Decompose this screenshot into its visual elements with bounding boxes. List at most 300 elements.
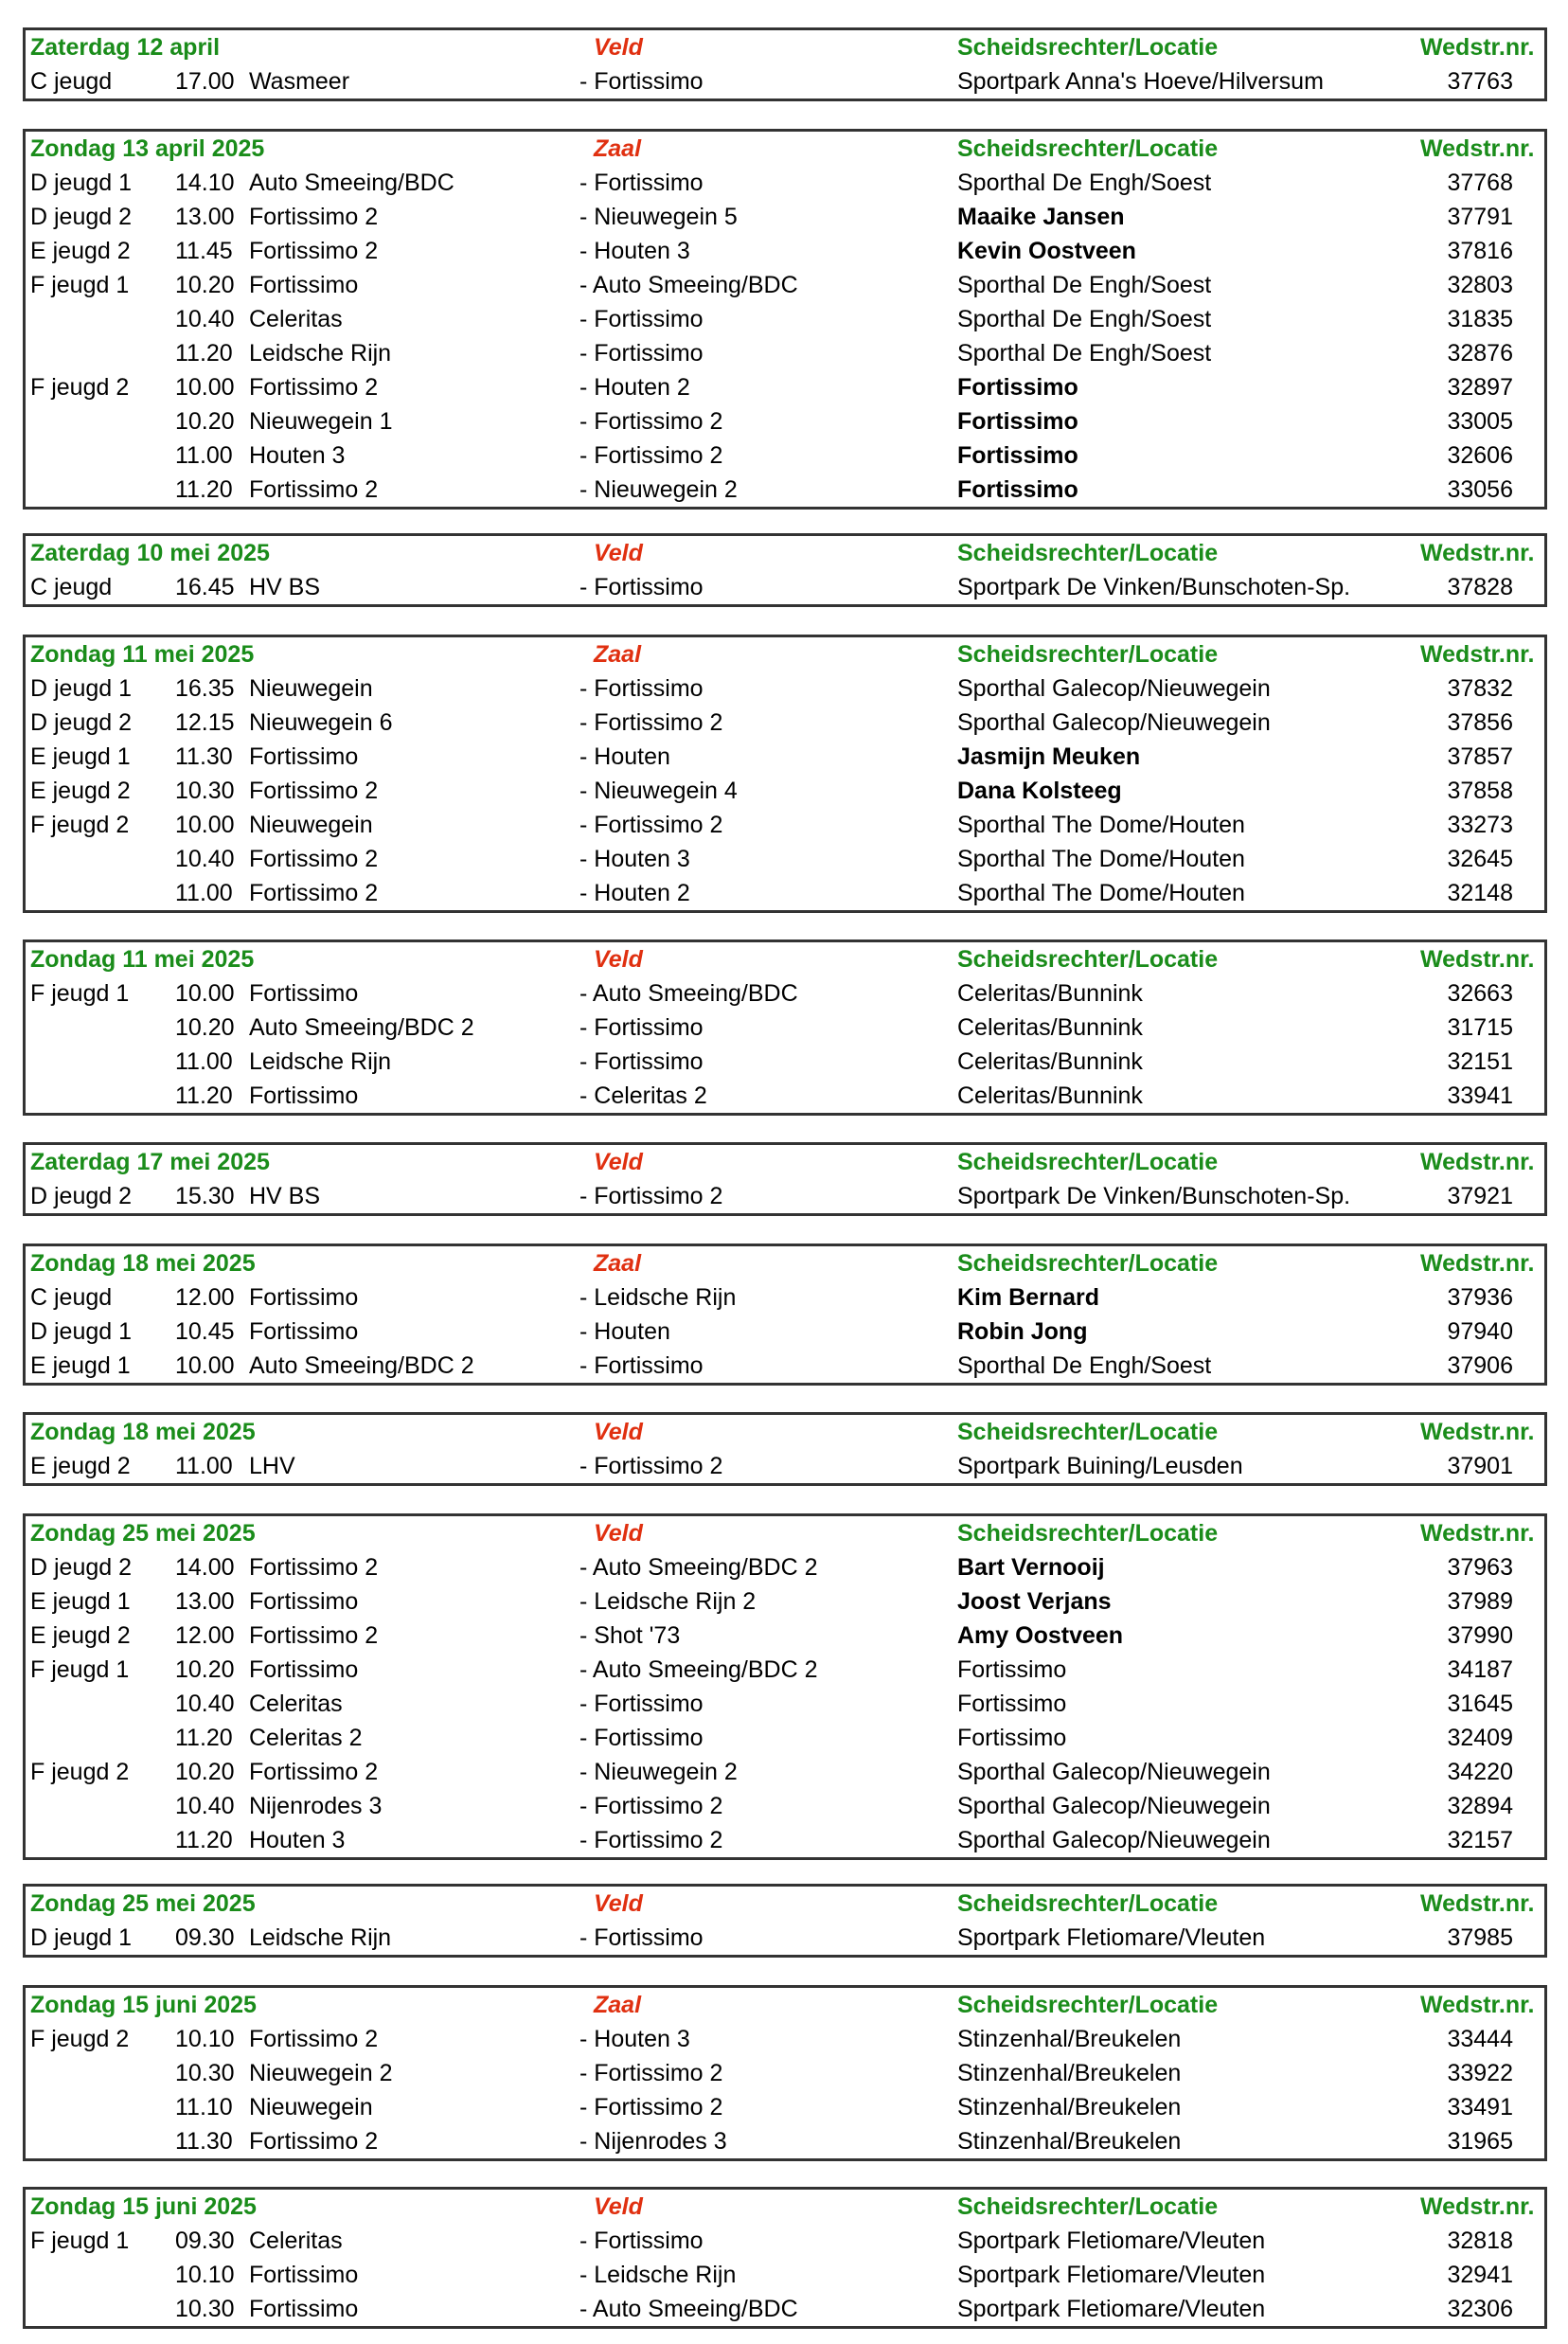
home-team: Wasmeer bbox=[249, 68, 350, 95]
away-team: - Auto Smeeing/BDC bbox=[579, 2296, 798, 2322]
match-time: 09.30 bbox=[175, 1924, 235, 1951]
block-header bbox=[26, 1516, 1544, 1550]
referee-header: Scheidsrechter/Locatie bbox=[957, 1992, 1219, 2018]
away-team: - Fortissimo bbox=[579, 1924, 704, 1951]
match-nr-header: Wedstr.nr. bbox=[1420, 1890, 1535, 1917]
match-row bbox=[26, 473, 1544, 507]
block-type: Veld bbox=[594, 1149, 643, 1175]
away-team: - Fortissimo 2 bbox=[579, 1793, 723, 1819]
away-team: - Fortissimo 2 bbox=[579, 1453, 723, 1479]
match-number: 37816 bbox=[1447, 238, 1513, 264]
referee-location: Fortissimo bbox=[957, 1656, 1067, 1683]
team-label: F jeugd 1 bbox=[30, 980, 130, 1007]
home-team: Celeritas 2 bbox=[249, 1725, 363, 1751]
away-team: - Fortissimo 2 bbox=[579, 408, 723, 435]
referee-location: Kevin Oostveen bbox=[957, 238, 1136, 264]
referee-location: Celeritas/Bunnink bbox=[957, 1048, 1143, 1075]
home-team: Fortissimo bbox=[249, 980, 359, 1007]
match-time: 10.30 bbox=[175, 778, 235, 804]
match-nr-header: Wedstr.nr. bbox=[1420, 2193, 1535, 2220]
away-team: - Auto Smeeing/BDC bbox=[579, 272, 798, 298]
away-team: - Fortissimo 2 bbox=[579, 2094, 723, 2120]
away-team: - Leidsche Rijn bbox=[579, 1284, 737, 1311]
away-team: - Fortissimo bbox=[579, 574, 704, 600]
away-team: - Leidsche Rijn 2 bbox=[579, 1588, 757, 1615]
block-type: Veld bbox=[594, 2193, 643, 2220]
schedule-block bbox=[23, 1884, 1547, 1958]
match-time: 14.00 bbox=[175, 1554, 235, 1581]
home-team: Auto Smeeing/BDC 2 bbox=[249, 1014, 474, 1041]
referee-location: Sportpark Fletiomare/Vleuten bbox=[957, 2296, 1266, 2322]
away-team: - Auto Smeeing/BDC 2 bbox=[579, 1656, 818, 1683]
match-time: 16.35 bbox=[175, 675, 235, 702]
team-label: F jeugd 2 bbox=[30, 2026, 130, 2052]
match-row bbox=[26, 570, 1544, 604]
referee-header: Scheidsrechter/Locatie bbox=[957, 1419, 1219, 1445]
match-row bbox=[26, 1011, 1544, 1045]
home-team: Fortissimo bbox=[249, 1318, 359, 1345]
home-team: Fortissimo bbox=[249, 743, 359, 770]
match-row bbox=[26, 64, 1544, 98]
away-team: - Fortissimo bbox=[579, 1014, 704, 1041]
away-team: - Shot '73 bbox=[579, 1622, 681, 1649]
match-number: 31715 bbox=[1447, 1014, 1513, 1041]
match-number: 37856 bbox=[1447, 709, 1513, 736]
match-number: 33273 bbox=[1447, 812, 1513, 838]
referee-location: Sporthal De Engh/Soest bbox=[957, 306, 1212, 332]
home-team: Fortissimo bbox=[249, 1083, 359, 1109]
referee-location: Fortissimo bbox=[957, 476, 1078, 503]
schedule-block bbox=[23, 27, 1547, 101]
match-row bbox=[26, 876, 1544, 910]
block-type: Veld bbox=[594, 1520, 643, 1547]
schedule-block bbox=[23, 1244, 1547, 1386]
block-date: Zondag 15 juni 2025 bbox=[30, 1992, 257, 2018]
away-team: - Fortissimo 2 bbox=[579, 1183, 723, 1209]
block-type: Veld bbox=[594, 946, 643, 973]
match-row bbox=[26, 2224, 1544, 2258]
match-time: 17.00 bbox=[175, 68, 235, 95]
match-time: 11.00 bbox=[175, 880, 233, 906]
team-label: E jeugd 2 bbox=[30, 778, 131, 804]
schedule-block bbox=[23, 129, 1547, 510]
team-label: E jeugd 2 bbox=[30, 238, 131, 264]
match-number: 32663 bbox=[1447, 980, 1513, 1007]
match-number: 37791 bbox=[1447, 204, 1513, 230]
block-type: Veld bbox=[594, 1419, 643, 1445]
schedule-block bbox=[23, 1142, 1547, 1216]
home-team: Fortissimo bbox=[249, 272, 359, 298]
match-row bbox=[26, 2258, 1544, 2292]
match-row bbox=[26, 671, 1544, 706]
referee-header: Scheidsrechter/Locatie bbox=[957, 1890, 1219, 1917]
schedule-block bbox=[23, 1985, 1547, 2161]
referee-header: Scheidsrechter/Locatie bbox=[957, 2193, 1219, 2220]
match-row bbox=[26, 1349, 1544, 1383]
match-row bbox=[26, 1619, 1544, 1653]
referee-location: Fortissimo bbox=[957, 442, 1078, 469]
match-row bbox=[26, 1823, 1544, 1857]
home-team: Fortissimo 2 bbox=[249, 2026, 379, 2052]
referee-location: Fortissimo bbox=[957, 1691, 1067, 1717]
team-label: D jeugd 1 bbox=[30, 1318, 133, 1345]
referee-header: Scheidsrechter/Locatie bbox=[957, 34, 1219, 61]
match-number: 33056 bbox=[1447, 476, 1513, 503]
match-number: 37763 bbox=[1447, 68, 1513, 95]
away-team: - Auto Smeeing/BDC bbox=[579, 980, 798, 1007]
home-team: Auto Smeeing/BDC bbox=[249, 170, 454, 196]
referee-header: Scheidsrechter/Locatie bbox=[957, 1520, 1219, 1547]
match-nr-header: Wedstr.nr. bbox=[1420, 135, 1535, 162]
match-time: 11.20 bbox=[175, 1725, 233, 1751]
match-number: 37858 bbox=[1447, 778, 1513, 804]
team-label: C jeugd bbox=[30, 574, 113, 600]
home-team: Nijenrodes 3 bbox=[249, 1793, 383, 1819]
match-number: 32151 bbox=[1447, 1048, 1513, 1075]
referee-location: Sporthal Galecop/Nieuwegein bbox=[957, 1793, 1271, 1819]
home-team: Leidsche Rijn bbox=[249, 1924, 392, 1951]
block-date: Zaterdag 10 mei 2025 bbox=[30, 540, 270, 566]
match-time: 10.40 bbox=[175, 1691, 235, 1717]
referee-location: Sporthal De Engh/Soest bbox=[957, 340, 1212, 367]
match-time: 13.00 bbox=[175, 1588, 235, 1615]
block-header bbox=[26, 1887, 1544, 1921]
match-row bbox=[26, 1584, 1544, 1619]
home-team: HV BS bbox=[249, 1183, 321, 1209]
team-label: F jeugd 1 bbox=[30, 1656, 130, 1683]
block-header bbox=[26, 637, 1544, 671]
match-number: 37832 bbox=[1447, 675, 1513, 702]
match-number: 31645 bbox=[1447, 1691, 1513, 1717]
match-row bbox=[26, 268, 1544, 302]
home-team: Celeritas bbox=[249, 2228, 343, 2254]
match-time: 10.20 bbox=[175, 408, 235, 435]
block-type: Zaal bbox=[594, 641, 642, 668]
block-header bbox=[26, 942, 1544, 976]
match-row bbox=[26, 370, 1544, 404]
away-team: - Houten 3 bbox=[579, 2026, 690, 2052]
block-type: Zaal bbox=[594, 1992, 642, 2018]
match-row bbox=[26, 2090, 1544, 2124]
match-time: 11.20 bbox=[175, 1827, 233, 1853]
home-team: Leidsche Rijn bbox=[249, 1048, 392, 1075]
home-team: Celeritas bbox=[249, 1691, 343, 1717]
match-number: 32148 bbox=[1447, 880, 1513, 906]
block-header bbox=[26, 30, 1544, 64]
schedule-block bbox=[23, 533, 1547, 607]
referee-header: Scheidsrechter/Locatie bbox=[957, 641, 1219, 668]
team-label: F jeugd 2 bbox=[30, 374, 130, 401]
match-row bbox=[26, 2022, 1544, 2056]
home-team: Fortissimo 2 bbox=[249, 1759, 379, 1785]
referee-location: Sportpark Buining/Leusden bbox=[957, 1453, 1243, 1479]
referee-location: Stinzenhal/Breukelen bbox=[957, 2094, 1182, 2120]
block-type: Zaal bbox=[594, 1250, 642, 1277]
match-number: 32409 bbox=[1447, 1725, 1513, 1751]
match-time: 10.45 bbox=[175, 1318, 235, 1345]
match-time: 11.10 bbox=[175, 2094, 233, 2120]
match-number: 32803 bbox=[1447, 272, 1513, 298]
match-time: 10.00 bbox=[175, 1352, 235, 1379]
block-date: Zaterdag 12 april bbox=[30, 34, 221, 61]
home-team: Nieuwegein bbox=[249, 675, 373, 702]
match-time: 11.45 bbox=[175, 238, 233, 264]
referee-location: Sportpark De Vinken/Bunschoten-Sp. bbox=[957, 1183, 1351, 1209]
match-row bbox=[26, 1921, 1544, 1955]
match-time: 10.00 bbox=[175, 812, 235, 838]
team-label: D jeugd 1 bbox=[30, 1924, 133, 1951]
team-label: E jeugd 2 bbox=[30, 1622, 131, 1649]
home-team: HV BS bbox=[249, 574, 321, 600]
schedule-block bbox=[23, 635, 1547, 913]
match-row bbox=[26, 808, 1544, 842]
match-row bbox=[26, 740, 1544, 774]
referee-location: Sporthal Galecop/Nieuwegein bbox=[957, 709, 1271, 736]
match-number: 37906 bbox=[1447, 1352, 1513, 1379]
away-team: - Houten 2 bbox=[579, 374, 690, 401]
match-row bbox=[26, 976, 1544, 1011]
match-nr-header: Wedstr.nr. bbox=[1420, 1419, 1535, 1445]
block-header bbox=[26, 2190, 1544, 2224]
match-row bbox=[26, 302, 1544, 336]
match-time: 11.20 bbox=[175, 1083, 233, 1109]
team-label: D jeugd 1 bbox=[30, 170, 133, 196]
match-time: 13.00 bbox=[175, 204, 235, 230]
match-time: 10.20 bbox=[175, 1656, 235, 1683]
referee-location: Kim Bernard bbox=[957, 1284, 1100, 1311]
block-type: Veld bbox=[594, 1890, 643, 1917]
match-row bbox=[26, 438, 1544, 473]
match-row bbox=[26, 1179, 1544, 1213]
team-label: D jeugd 2 bbox=[30, 204, 133, 230]
home-team: Fortissimo 2 bbox=[249, 880, 379, 906]
match-time: 10.40 bbox=[175, 306, 235, 332]
block-header bbox=[26, 536, 1544, 570]
match-row bbox=[26, 1079, 1544, 1113]
away-team: - Fortissimo bbox=[579, 306, 704, 332]
match-row bbox=[26, 706, 1544, 740]
schedule-block bbox=[23, 1513, 1547, 1860]
referee-location: Bart Vernooij bbox=[957, 1554, 1105, 1581]
team-label: F jeugd 1 bbox=[30, 272, 130, 298]
block-date: Zondag 25 mei 2025 bbox=[30, 1520, 256, 1547]
block-header bbox=[26, 1415, 1544, 1449]
home-team: Fortissimo 2 bbox=[249, 374, 379, 401]
match-number: 32306 bbox=[1447, 2296, 1513, 2322]
home-team: Fortissimo 2 bbox=[249, 1622, 379, 1649]
match-row bbox=[26, 774, 1544, 808]
block-date: Zondag 11 mei 2025 bbox=[30, 641, 255, 668]
referee-header: Scheidsrechter/Locatie bbox=[957, 540, 1219, 566]
match-row bbox=[26, 166, 1544, 200]
home-team: Fortissimo 2 bbox=[249, 476, 379, 503]
match-number: 32897 bbox=[1447, 374, 1513, 401]
referee-location: Sporthal The Dome/Houten bbox=[957, 812, 1245, 838]
referee-location: Jasmijn Meuken bbox=[957, 743, 1141, 770]
match-number: 37921 bbox=[1447, 1183, 1513, 1209]
home-team: Nieuwegein 6 bbox=[249, 709, 393, 736]
match-number: 31835 bbox=[1447, 306, 1513, 332]
block-header bbox=[26, 1246, 1544, 1280]
match-time: 11.30 bbox=[175, 2128, 233, 2155]
home-team: Celeritas bbox=[249, 306, 343, 332]
referee-header: Scheidsrechter/Locatie bbox=[957, 135, 1219, 162]
referee-location: Sporthal Galecop/Nieuwegein bbox=[957, 1759, 1271, 1785]
block-date: Zondag 25 mei 2025 bbox=[30, 1890, 256, 1917]
block-date: Zondag 13 april 2025 bbox=[30, 135, 265, 162]
team-label: F jeugd 2 bbox=[30, 812, 130, 838]
home-team: Fortissimo bbox=[249, 2296, 359, 2322]
away-team: - Houten 2 bbox=[579, 880, 690, 906]
referee-location: Sportpark Fletiomare/Vleuten bbox=[957, 1924, 1266, 1951]
match-number: 37857 bbox=[1447, 743, 1513, 770]
match-time: 11.00 bbox=[175, 442, 233, 469]
referee-location: Sporthal De Engh/Soest bbox=[957, 1352, 1212, 1379]
referee-location: Stinzenhal/Breukelen bbox=[957, 2128, 1182, 2155]
away-team: - Fortissimo bbox=[579, 170, 704, 196]
away-team: - Nieuwegein 2 bbox=[579, 476, 738, 503]
away-team: - Leidsche Rijn bbox=[579, 2262, 737, 2288]
match-nr-header: Wedstr.nr. bbox=[1420, 946, 1535, 973]
home-team: Fortissimo 2 bbox=[249, 778, 379, 804]
match-row bbox=[26, 2056, 1544, 2090]
match-time: 10.00 bbox=[175, 980, 235, 1007]
home-team: Fortissimo bbox=[249, 1284, 359, 1311]
home-team: Fortissimo 2 bbox=[249, 1554, 379, 1581]
referee-location: Celeritas/Bunnink bbox=[957, 1014, 1143, 1041]
referee-location: Joost Verjans bbox=[957, 1588, 1112, 1615]
block-date: Zondag 15 juni 2025 bbox=[30, 2193, 257, 2220]
schedule-block bbox=[23, 2187, 1547, 2329]
match-time: 11.20 bbox=[175, 476, 233, 503]
match-row bbox=[26, 336, 1544, 370]
home-team: Fortissimo 2 bbox=[249, 238, 379, 264]
away-team: - Nieuwegein 2 bbox=[579, 1759, 738, 1785]
match-number: 33941 bbox=[1447, 1083, 1513, 1109]
match-time: 10.10 bbox=[175, 2026, 235, 2052]
away-team: - Fortissimo bbox=[579, 1048, 704, 1075]
referee-location: Sporthal The Dome/Houten bbox=[957, 880, 1245, 906]
block-date: Zondag 18 mei 2025 bbox=[30, 1419, 256, 1445]
match-time: 09.30 bbox=[175, 2228, 235, 2254]
referee-location: Sporthal De Engh/Soest bbox=[957, 272, 1212, 298]
team-label: E jeugd 2 bbox=[30, 1453, 131, 1479]
match-time: 10.20 bbox=[175, 1759, 235, 1785]
match-row bbox=[26, 1789, 1544, 1823]
block-type: Veld bbox=[594, 34, 643, 61]
match-number: 31965 bbox=[1447, 2128, 1513, 2155]
block-header bbox=[26, 1988, 1544, 2022]
match-number: 37963 bbox=[1447, 1554, 1513, 1581]
match-time: 10.40 bbox=[175, 1793, 235, 1819]
match-time: 10.10 bbox=[175, 2262, 235, 2288]
match-row bbox=[26, 2292, 1544, 2326]
match-row bbox=[26, 1755, 1544, 1789]
away-team: - Fortissimo 2 bbox=[579, 2060, 723, 2086]
team-label: C jeugd bbox=[30, 68, 113, 95]
away-team: - Fortissimo bbox=[579, 1725, 704, 1751]
match-number: 34220 bbox=[1447, 1759, 1513, 1785]
match-row bbox=[26, 1045, 1544, 1079]
match-number: 33922 bbox=[1447, 2060, 1513, 2086]
referee-header: Scheidsrechter/Locatie bbox=[957, 1250, 1219, 1277]
match-nr-header: Wedstr.nr. bbox=[1420, 540, 1535, 566]
team-label: F jeugd 1 bbox=[30, 2228, 130, 2254]
match-number: 37936 bbox=[1447, 1284, 1513, 1311]
referee-location: Maaike Jansen bbox=[957, 204, 1125, 230]
team-label: D jeugd 2 bbox=[30, 1183, 133, 1209]
match-row bbox=[26, 842, 1544, 876]
home-team: Fortissimo bbox=[249, 2262, 359, 2288]
match-number: 37985 bbox=[1447, 1924, 1513, 1951]
away-team: - Fortissimo bbox=[579, 340, 704, 367]
referee-location: Sporthal The Dome/Houten bbox=[957, 846, 1245, 872]
match-row bbox=[26, 200, 1544, 234]
referee-location: Fortissimo bbox=[957, 1725, 1067, 1751]
referee-location: Stinzenhal/Breukelen bbox=[957, 2026, 1182, 2052]
home-team: Fortissimo 2 bbox=[249, 204, 379, 230]
away-team: - Fortissimo bbox=[579, 1352, 704, 1379]
block-date: Zondag 11 mei 2025 bbox=[30, 946, 255, 973]
match-number: 32941 bbox=[1447, 2262, 1513, 2288]
referee-location: Sportpark Fletiomare/Vleuten bbox=[957, 2228, 1266, 2254]
match-nr-header: Wedstr.nr. bbox=[1420, 1992, 1535, 2018]
team-label: D jeugd 1 bbox=[30, 675, 133, 702]
team-label: E jeugd 1 bbox=[30, 1352, 131, 1379]
away-team: - Fortissimo 2 bbox=[579, 812, 723, 838]
referee-location: Amy Oostveen bbox=[957, 1622, 1124, 1649]
away-team: - Fortissimo 2 bbox=[579, 709, 723, 736]
match-time: 12.00 bbox=[175, 1622, 235, 1649]
match-nr-header: Wedstr.nr. bbox=[1420, 1149, 1535, 1175]
home-team: Fortissimo bbox=[249, 1656, 359, 1683]
match-number: 32818 bbox=[1447, 2228, 1513, 2254]
referee-header: Scheidsrechter/Locatie bbox=[957, 946, 1219, 973]
match-number: 33005 bbox=[1447, 408, 1513, 435]
match-row bbox=[26, 1550, 1544, 1584]
referee-header: Scheidsrechter/Locatie bbox=[957, 1149, 1219, 1175]
match-time: 10.40 bbox=[175, 846, 235, 872]
referee-location: Celeritas/Bunnink bbox=[957, 1083, 1143, 1109]
referee-location: Robin Jong bbox=[957, 1318, 1088, 1345]
match-number: 33491 bbox=[1447, 2094, 1513, 2120]
match-time: 14.10 bbox=[175, 170, 235, 196]
schedule-block bbox=[23, 939, 1547, 1116]
match-row bbox=[26, 1315, 1544, 1349]
home-team: Houten 3 bbox=[249, 1827, 346, 1853]
away-team: - Fortissimo 2 bbox=[579, 1827, 723, 1853]
home-team: Nieuwegein 2 bbox=[249, 2060, 393, 2086]
team-label: E jeugd 1 bbox=[30, 1588, 131, 1615]
home-team: LHV bbox=[249, 1453, 295, 1479]
block-date: Zondag 18 mei 2025 bbox=[30, 1250, 256, 1277]
block-type: Veld bbox=[594, 540, 643, 566]
team-label: E jeugd 1 bbox=[30, 743, 131, 770]
match-time: 15.30 bbox=[175, 1183, 235, 1209]
referee-location: Celeritas/Bunnink bbox=[957, 980, 1143, 1007]
match-row bbox=[26, 1449, 1544, 1483]
match-nr-header: Wedstr.nr. bbox=[1420, 34, 1535, 61]
referee-location: Sportpark Anna's Hoeve/Hilversum bbox=[957, 68, 1324, 95]
home-team: Nieuwegein bbox=[249, 812, 373, 838]
home-team: Fortissimo 2 bbox=[249, 846, 379, 872]
referee-location: Sporthal Galecop/Nieuwegein bbox=[957, 675, 1271, 702]
schedule-block bbox=[23, 1412, 1547, 1486]
match-number: 97940 bbox=[1447, 1318, 1513, 1345]
block-type: Zaal bbox=[594, 135, 642, 162]
away-team: - Auto Smeeing/BDC 2 bbox=[579, 1554, 818, 1581]
referee-location: Sporthal Galecop/Nieuwegein bbox=[957, 1827, 1271, 1853]
